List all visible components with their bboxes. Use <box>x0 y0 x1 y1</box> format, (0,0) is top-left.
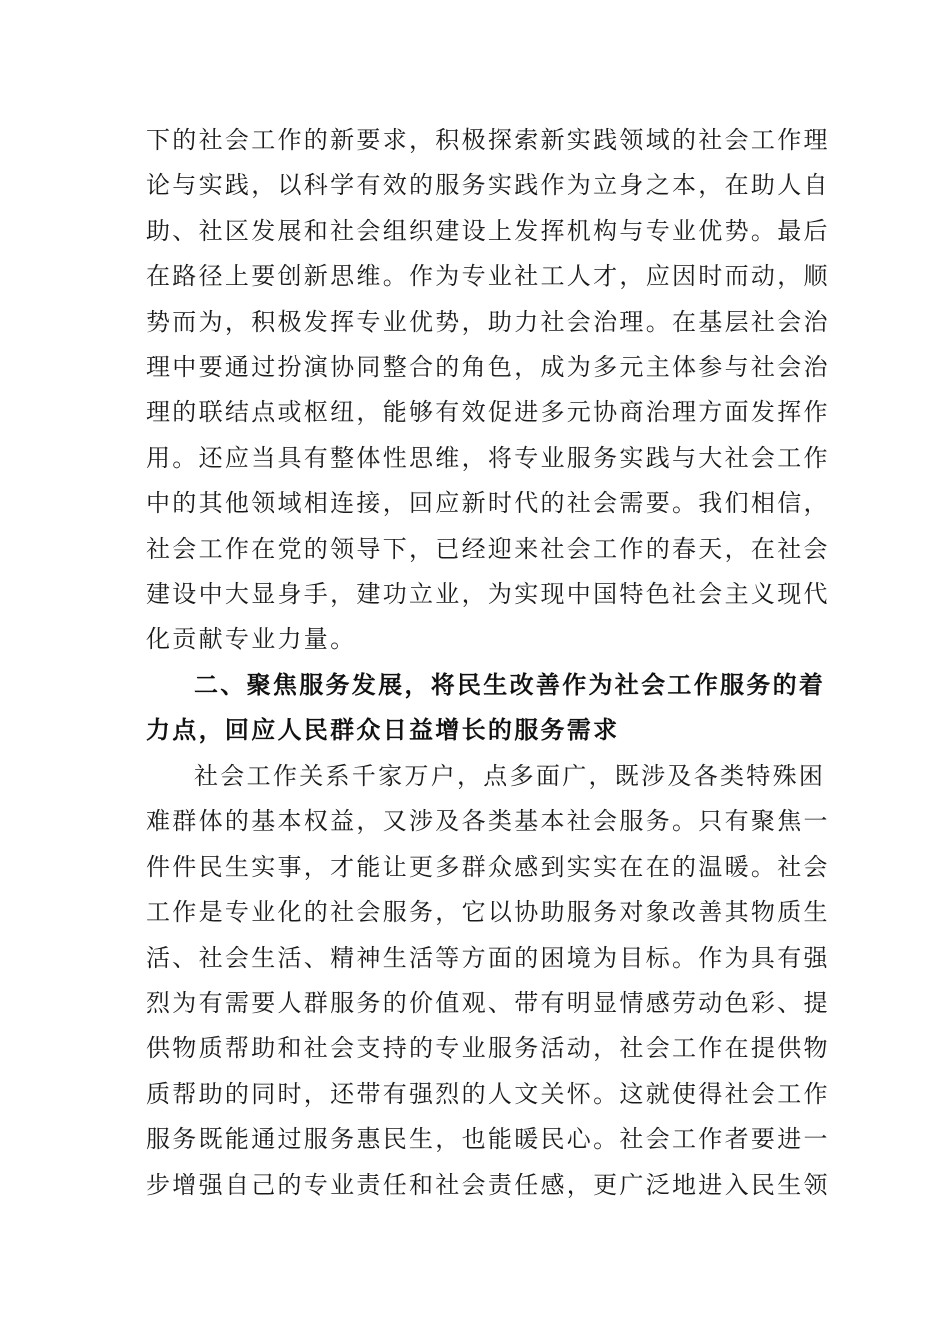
paragraph-line: 用。还应当具有整体性思维，将专业服务实践与大社会工作 <box>146 443 830 472</box>
paragraph-line: 件件民生实事，才能让更多群众感到实实在在的温暖。社会 <box>146 852 830 881</box>
body-paragraph-1 <box>146 118 830 663</box>
paragraph-line: 社会工作在党的领导下，已经迎来社会工作的春天，在社会 <box>146 534 830 563</box>
paragraph-line: 理中要通过扮演协同整合的角色，成为多元主体参与社会治 <box>146 352 830 381</box>
paragraph-line: 论与实践，以科学有效的服务实践作为立身之本，在助人自 <box>146 171 830 200</box>
paragraph-line: 下的社会工作的新要求，积极探索新实践领域的社会工作理 <box>146 126 830 154</box>
paragraph-line: 化贡献专业力量。 <box>146 625 357 654</box>
paragraph-line: 助、社区发展和社会组织建设上发挥机构与专业优势。最后 <box>146 216 830 245</box>
paragraph-line: 建设中大显身手，建功立业，为实现中国特色社会主义现代 <box>146 579 830 608</box>
paragraph-line: 供物质帮助和社会支持的专业服务活动，社会工作在提供物 <box>146 1034 830 1063</box>
paragraph-line: 势而为，积极发挥专业优势，助力社会治理。在基层社会治 <box>146 307 830 336</box>
heading-line: 力点，回应人民群众日益增长的服务需求 <box>146 716 620 745</box>
paragraph-line: 活、社会生活、精神生活等方面的困境为目标。作为具有强 <box>146 943 830 972</box>
paragraph-line: 在路径上要创新思维。作为专业社工人才，应因时而动，顺 <box>146 262 830 291</box>
paragraph-line: 社会工作关系千家万户，点多面广，既涉及各类特殊困 <box>194 762 826 790</box>
paragraph-line: 难群体的基本权益，又涉及各类基本社会服务。只有聚焦一 <box>146 807 830 836</box>
paragraph-line: 理的联结点或枢纽，能够有效促进多元协商治理方面发挥作 <box>146 398 830 427</box>
paragraph-line: 烈为有需要人群服务的价值观、带有明显情感劳动色彩、提 <box>146 988 830 1017</box>
section-heading <box>146 663 826 754</box>
paragraph-line: 中的其他领域相连接，回应新时代的社会需要。我们相信， <box>146 489 830 518</box>
heading-line: 二、聚焦服务发展，将民生改善作为社会工作服务的着 <box>194 671 826 699</box>
paragraph-line: 质帮助的同时，还带有强烈的人文关怀。这就使得社会工作 <box>146 1079 830 1108</box>
paragraph-line: 服务既能通过服务惠民生，也能暖民心。社会工作者要进一 <box>146 1125 830 1154</box>
paragraph-line: 工作是专业化的社会服务，它以协助服务对象改善其物质生 <box>146 898 830 927</box>
paragraph-line: 步增强自己的专业责任和社会责任感，更广泛地进入民生领 <box>146 1170 830 1199</box>
body-paragraph-2 <box>146 754 830 1208</box>
